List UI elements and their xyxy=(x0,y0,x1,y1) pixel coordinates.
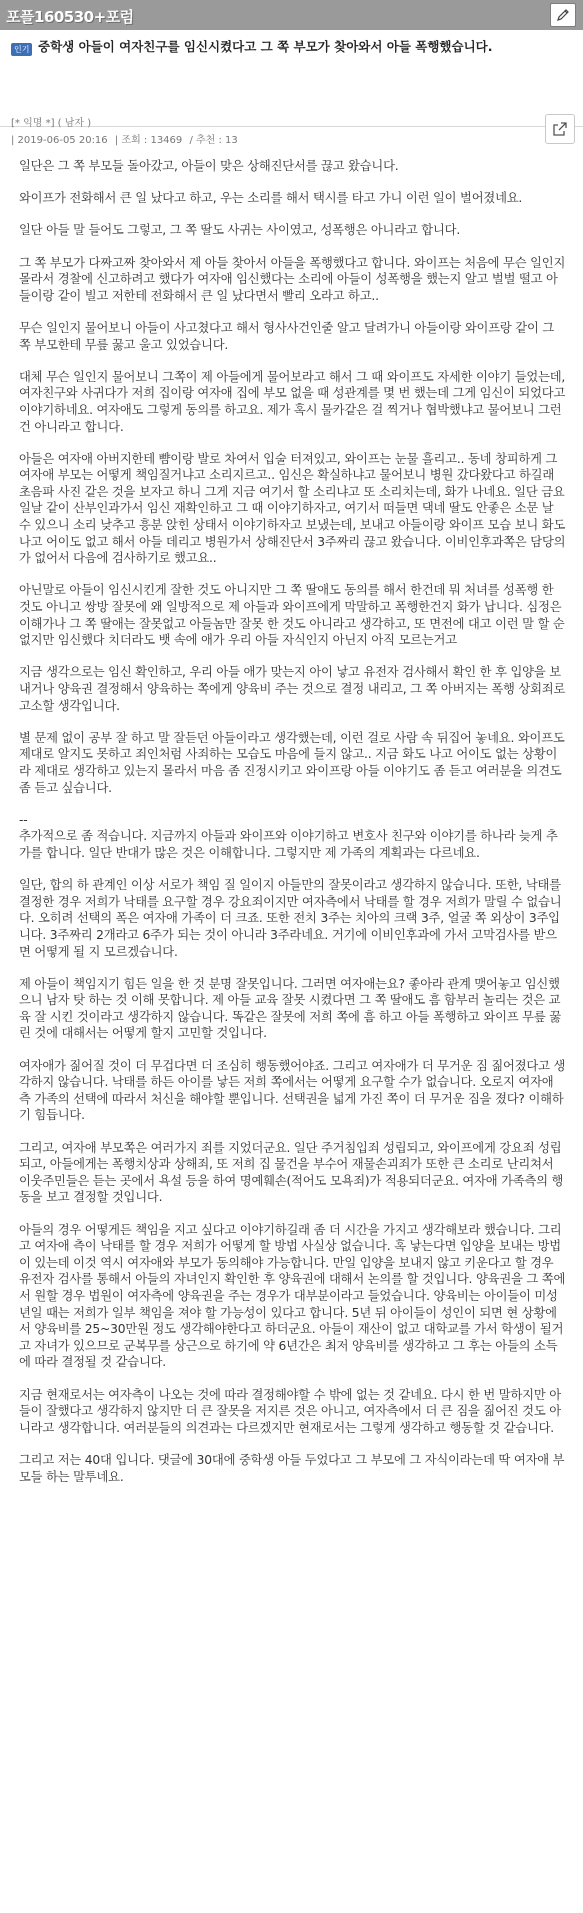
post-body xyxy=(19,158,567,1485)
popular-badge: 인기 xyxy=(11,43,32,56)
body-paragraph: 아들은 여자애 아버지한테 뺨이랑 발로 차여서 입술 터져있고, 와이프는 눈물 흘리고.. 동네 창피하게 그 여자애 부모는 어떻게 책임질거냐고 소리지르고.. 임신은 확실하냐고 물어보니 병원 갔다왔다고 하길래 초음파 사진 같은 것을 보자고 하니 그게 지금 여기서 할 소리냐고 또 소리치는데, 화가 나네요. 일단 금요일날 같이 산부인과가서 임신 재확인하고 그 때 이야기하자고, 여기서 떠들면 댁네 딸도 안좋은 소문 날 수 있으니 소리 낮추고 흥분 앉힌 상태서 이야기하자고 보냈는데, 보내고 아들이랑 와이프 모습 보니 화도 나고 어이도 없고 해서 아들 데리고 병원가서 상해진단서 3주짜리 끊고 왔습니다. 이비인후과쪽은 담당의가 없어서 다음에 검사하기로 했고요.. xyxy=(19,451,566,566)
separator-text: -- xyxy=(19,812,28,827)
body-paragraph: 일단, 합의 하 관계인 이상 서로가 책임 질 일이지 아들만의 잘못이라고 생각하지 않습니다. 또한, 낙태를 결정한 경우 저희가 낙태를 요구할 경우 강요죄이지만 여자측에서 낙태를 할 경우 저희가 말릴 수 없습니다. 오히려 선택의 폭은 여자애 가족이 더 크죠. 또한 전치 3주는 치아의 크랙 3주, 얼굴 쪽 외상이 3주입니다. 3주짜리 2개라고 6주가 되는 것이 아니라 3주라네요. 거기에 이비인후과에 가서 고막검사를 받으면 어떻게 될 지 모르겠습니다. xyxy=(19,878,562,959)
body-paragraph: 지금 현재로서는 여자측이 나오는 것에 따라 결정해야할 수 밖에 없는 것 같네요. 다시 한 번 말하지만 아들이 잘했다고 생각하지 않지만 더 큰 잘못을 저지른 것은 아니고, 여자측에서 더 큰 짐을 짊어진 것도 아니라고 생각합니다. 여러분들의 의견과는 다르겠지만 현재로서는 그렇게 생각하고 행동할 것 같습니다. xyxy=(19,1387,561,1435)
post-author[interactable]: [* 익명 *] ( 남자 ) xyxy=(11,118,92,129)
body-paragraph: 일단은 그 쪽 부모들 돌아갔고, 아들이 맞은 상해진단서를 끊고 왔습니다. xyxy=(19,159,399,173)
body-paragraph: 별 문제 없이 공부 잘 하고 말 잘듣던 아들이라고 생각했는데, 이런 걸로 사람 속 뒤집어 놓네요. 와이프도 제대로 알지도 못하고 죄인처럼 사죄하는 모습도 마음에 들지 않고.. 지금 화도 나고 어이도 없는 상황이라 제대로 생각하고 있는지 몰라서 마음 좀 진정시키고 와이프랑 아들 이야기도 좀 듣고 여러분을 의견도 좀 듣고 싶습니다. xyxy=(19,730,565,795)
post-header xyxy=(0,30,583,146)
post-likes: / 추천 : 13 xyxy=(189,135,238,146)
body-paragraph: 지금 생각으로는 임신 확인하고, 우리 아들 애가 맞는지 아이 낳고 유전자 검사해서 확인 한 후 입양을 보내거나 양육권 결정해서 양육하는 쪽에게 양육비 주는 것으로 결정 내리고, 그 쪽 아버지는 폭행 상회죄로 고소할 생각입니다. xyxy=(19,665,566,713)
share-button[interactable] xyxy=(545,114,575,144)
body-paragraph: 무슨 일인지 물어보니 아들이 사고쳤다고 해서 형사사건인줄 알고 달려가니 아들이랑 와이프랑 같이 그 쪽 부모한테 무릎 꿇고 울고 있었습니다. xyxy=(19,320,555,352)
body-paragraph: 그리고 저는 40대 입니다. 댓글에 30대에 중학생 아들 두었다고 그 부모에 그 자식이라는데 딱 여자애 부모들 하는 말투네요. xyxy=(19,1452,565,1484)
body-paragraph: 여자애가 짊어질 것이 더 무겁다면 더 조심히 행동했어야죠. 그리고 여자애가 더 무거운 짐 짊어졌다고 생각하지 않습니다. 낙태를 하든 아이를 낳든 저희 쪽에서는 어떻게 요구할 수가 없습니다. 오로지 여자애 측 가족의 선택에 따라서 처신을 해야할 뿐입니다. 선택권을 넓게 가진 쪽이 더 무거운 짐을 졌다? 이해하기 힘듭니다. xyxy=(19,1058,566,1123)
post-meta xyxy=(11,131,242,146)
body-paragraph: 그 쪽 부모가 다짜고짜 찾아와서 제 아들 찾아서 아들을 폭행했다고 합니다. 와이프는 처음에 무슨 일인지 몰라서 경찰에 신고하려고 했다가 여자애 임신했다는 소리에 아들이 성폭행을 했는지 알고 벌벌 떨고 아들이랑 같이 빌고 저한테 전화해서 큰 일 났다면서 빨리 오라고 하고.. xyxy=(19,255,566,303)
body-paragraph: 추가적으로 좀 적습니다. 지금까지 아들과 와이프와 이야기하고 변호사 친구와 이야기를 하나라 늦게 추가를 합니다. 일단 반대가 많은 것은 이해합니다. 그렇지만 제 가족의 계획과는 다르네요. xyxy=(19,829,558,860)
body-paragraph: 제 아들이 책임지기 힘든 일을 한 것 분명 잘못입니다. 그러면 여자애는요? 좋아라 관계 맺어놓고 임신했으니 남자 탓 하는 것 이해 못합니다. 제 아들 교육 잘못 시켰다면 그 쪽 딸애도 흠 함부러 놀리는 것은 교육 잘 시킨 것이라고 생각하지 않습니다. 똑같은 잘못에 저희 쪽에 흠 하고 아들 폭행하고 와이프 무릎 꿇린 것에 대해서는 어떻게 할지 고민할 것입니다. xyxy=(19,976,561,1041)
body-paragraph: 대체 무슨 일인지 물어보니 그쪽이 제 아들에게 물어보라고 해서 그 때 와이프도 자세한 이야기 들었는데, 여자친구와 사귀다가 저희 집이랑 여자애 집에 부모 없을 때 성관계를 몇 번 했는데 그게 임신이 되었다고 이야기하네요. 여자애도 그렇게 동의를 하고요. 제가 혹시 물카같은 걸 찍거나 협박했냐고 물어보니 그런건 아니라고 합니다. xyxy=(19,369,566,434)
body-paragraph: 아들의 경우 어떻게든 책임을 지고 싶다고 이야기하길래 좀 더 시간을 가지고 생각해보라 했습니다. 그리고 여자애 측이 낙태를 할 경우 저희가 어떻게 할 방법 사실상 없습니다. 혹 낳는다면 입양을 보내는 방법이 있는데 이것 역시 여자애와 부모가 동의해야 가능합니다. 만일 입양을 보내지 않고 키운다고 할 경우 유전자 검사를 통해서 아들의 자녀인지 확인한 후 양육권에 대해서 논의를 할 것입니다. 양육권을 그 쪽에서 원할 경우 법원이 여자측에 양육권을 주는 경우가 대부분이라고 들었습니다. 양육비는 아이들이 미성년일 때는 저희가 일부 책임을 져야 할 가능성이 있다고 합니다. 5년 뒤 아이들이 성인이 되면 현 상황에서 양육비를 25~30만원 정도 생각해야한다고 하더군요. 아들이 재산이 없고 대학교를 가서 학생이 될거고 자녀가 있으므로 군복무를 상근으로 하기에 약 6년간은 최저 양육비를 생각하고 그 후는 아들의 소득에 따라 결정될 것 같습니다. xyxy=(19,1222,566,1370)
body-paragraph: 아닌말로 아들이 임신시킨게 잘한 것도 아니지만 그 쪽 딸애도 동의를 해서 한건데 뭐 처녀를 성폭행 한 것도 아니고 쌍방 잘못에 왜 일방적으로 제 아들과 와이프에게 막말하고 폭행한건지 화가 납니다. 심정은 이해가나 그 쪽 딸애는 잘못없고 아들놈만 잘못 한 것도 아니라고 생각하고, 또 면전에 대고 이런 말 할 순 없지만 임신했다 치더라도 뱃 속에 애가 우리 아들 자식인지 아닌지 아직 모르는거고 xyxy=(19,583,565,648)
body-paragraph: 와이프가 전화해서 큰 일 났다고 하고, 우는 소리를 해서 택시를 타고 가니 이런 일이 벌어졌네요. xyxy=(19,191,523,206)
post-date: | 2019-06-05 20:16 xyxy=(11,135,108,146)
body-paragraph: 일단 아들 말 들어도 그렇고, 그 쪽 딸도 사귀는 사이였고, 성폭행은 아니라고 합니다. xyxy=(19,223,461,238)
site-logo[interactable]: 포플160530+포럼 xyxy=(6,8,134,26)
pencil-icon xyxy=(556,8,570,22)
write-button[interactable] xyxy=(550,3,576,27)
post-views: | 조회 : 13469 xyxy=(114,135,183,146)
body-paragraph: 그리고, 여자애 부모쪽은 여러가지 죄를 지었더군요. 일단 주거침입죄 성립되고, 와이프에게 강요죄 성립되고, 아들에게는 폭행치상과 상해죄, 또 저희 집 물건을 부수어 재물손괴죄가 또한 큰 소리로 난리쳐서 이웃주민들은 듣는 곳에서 욕설 등을 하여 명예훼손(적어도 모욕죄)가 적용되더군요. 여자애 가족측의 행동을 보고 결정할 것입니다. xyxy=(19,1140,564,1205)
share-icon xyxy=(552,121,568,137)
post-title: 중학생 아들이 여자친구를 임신시켰다고 그 쪽 부모가 찾아와서 아들 폭행했습니다. xyxy=(38,39,493,54)
top-bar xyxy=(0,0,583,30)
